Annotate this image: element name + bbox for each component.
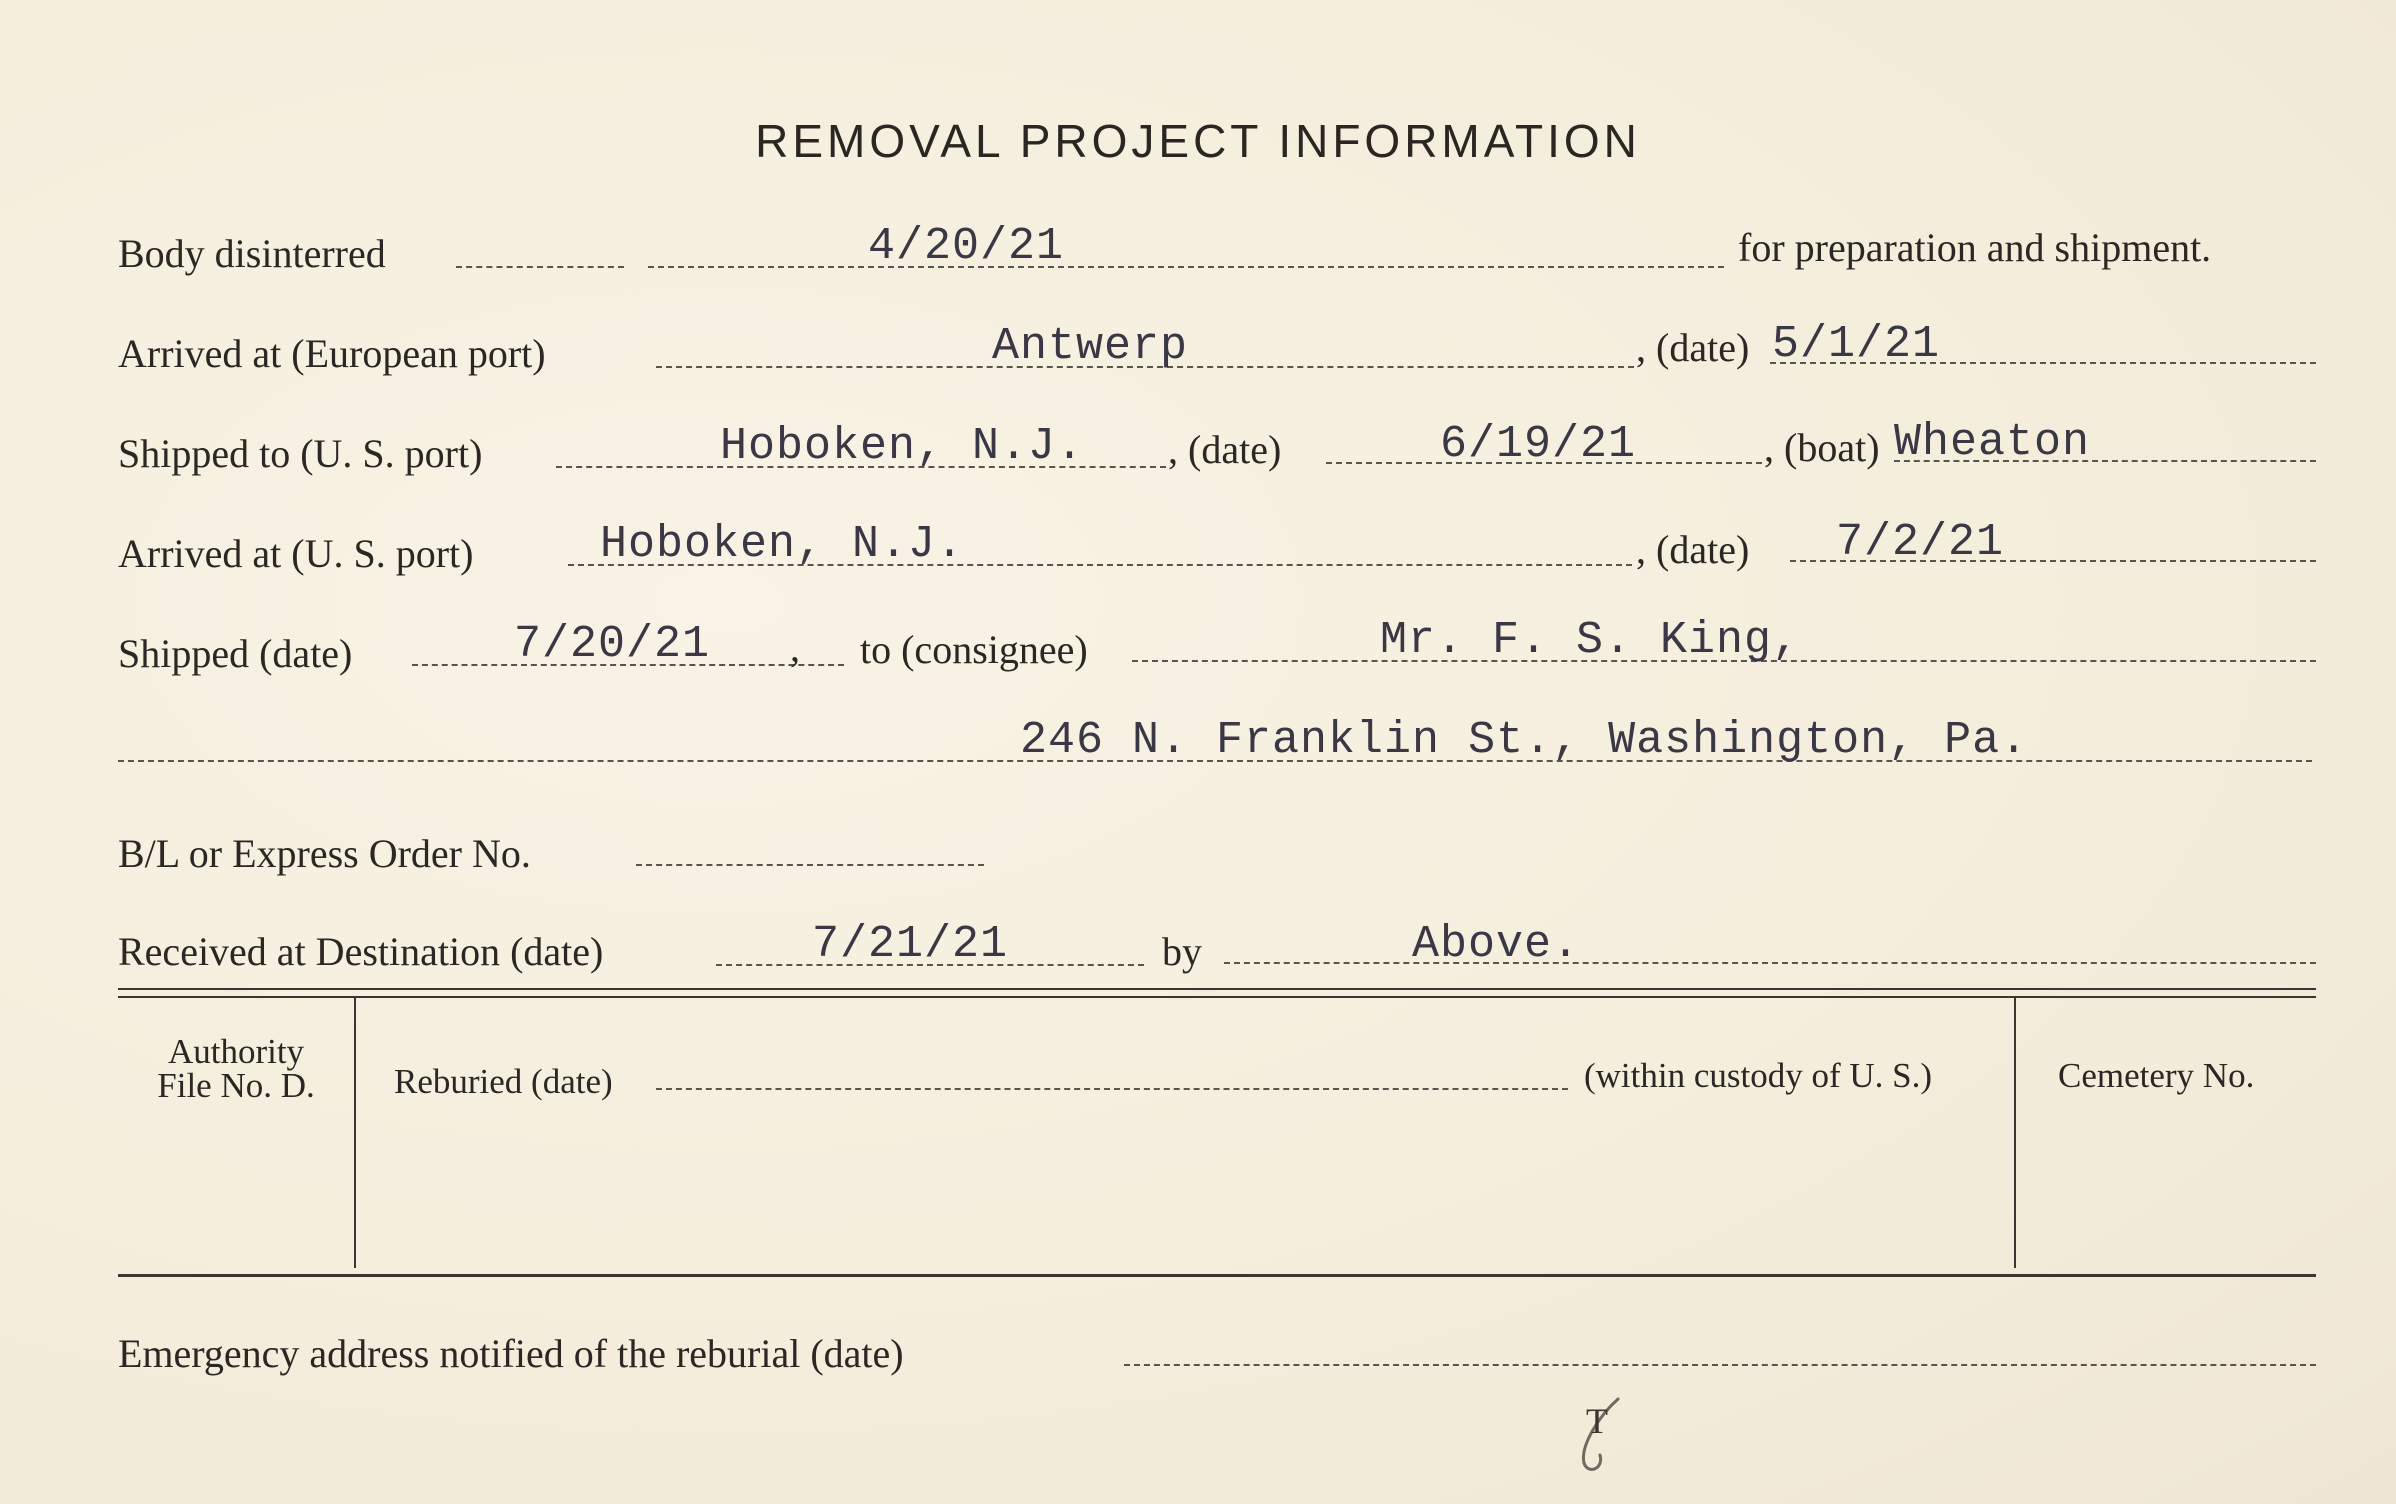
label-bl-order: B/L or Express Order No. — [118, 831, 531, 876]
label-emergency-notified: Emergency address notified of the reburial (date) — [118, 1331, 904, 1376]
table-column-divider — [2014, 998, 2016, 1268]
blank-line — [656, 1088, 1568, 1090]
value-boat-name: Wheaton — [1894, 417, 2091, 468]
table-top-rule — [118, 996, 2316, 998]
label-received-destination: Received at Destination (date) — [118, 929, 604, 974]
blank-line — [1224, 962, 2316, 964]
label-for-preparation: for preparation and shipment. — [1738, 225, 2212, 270]
blank-line — [648, 266, 1724, 268]
label-date: , (date) — [1636, 325, 1750, 370]
value-us-port-arrived: Hoboken, N.J. — [600, 519, 965, 570]
label-comma: , — [790, 625, 800, 670]
blank-line — [636, 864, 984, 866]
form-title: REMOVAL PROJECT INFORMATION — [755, 115, 1641, 167]
value-consignee-address: 246 N. Franklin St., Washington, Pa. — [1020, 715, 2029, 766]
label-arrived-us-port: Arrived at (U. S. port) — [118, 531, 474, 576]
value-disinterred-date: 4/20/21 — [868, 221, 1065, 272]
label-shipped-to-us-port: Shipped to (U. S. port) — [118, 431, 483, 476]
label-date: , (date) — [1636, 527, 1750, 572]
label-by: by — [1162, 929, 1202, 974]
label-within-custody: (within custody of U. S.) — [1584, 1056, 1933, 1095]
table-bottom-rule — [118, 1274, 2316, 1277]
label-date: , (date) — [1168, 427, 1282, 472]
label-body-disinterred: Body disinterred — [118, 231, 386, 276]
label-file-no: File No. D. — [157, 1066, 315, 1105]
table-top-rule — [118, 988, 2316, 990]
value-consignee-ship-date: 7/20/21 — [514, 619, 711, 670]
value-us-port-shipped: Hoboken, N.J. — [720, 421, 1085, 472]
table-column-divider — [354, 998, 356, 1268]
label-shipped-date: Shipped (date) — [118, 631, 353, 676]
value-received-by: Above. — [1412, 919, 1581, 970]
blank-line — [456, 266, 624, 268]
value-received-date: 7/21/21 — [812, 919, 1009, 970]
label-authority: Authority — [167, 1032, 305, 1071]
blank-line — [1124, 1364, 2316, 1366]
value-european-date: 5/1/21 — [1772, 319, 1941, 370]
value-shipped-date: 6/19/21 — [1440, 419, 1637, 470]
value-consignee-name: Mr. F. S. King, — [1380, 615, 1801, 666]
label-arrived-european-port: Arrived at (European port) — [118, 331, 546, 376]
value-european-port: Antwerp — [992, 321, 1189, 372]
label-cemetery-no: Cemetery No. — [2058, 1056, 2255, 1095]
footer-mark: T — [1586, 1401, 1608, 1441]
value-us-arrival-date: 7/2/21 — [1836, 517, 2005, 568]
label-to-consignee: to (consignee) — [860, 627, 1088, 672]
label-reburied-date: Reburied (date) — [394, 1062, 613, 1101]
label-boat: , (boat) — [1764, 425, 1880, 470]
